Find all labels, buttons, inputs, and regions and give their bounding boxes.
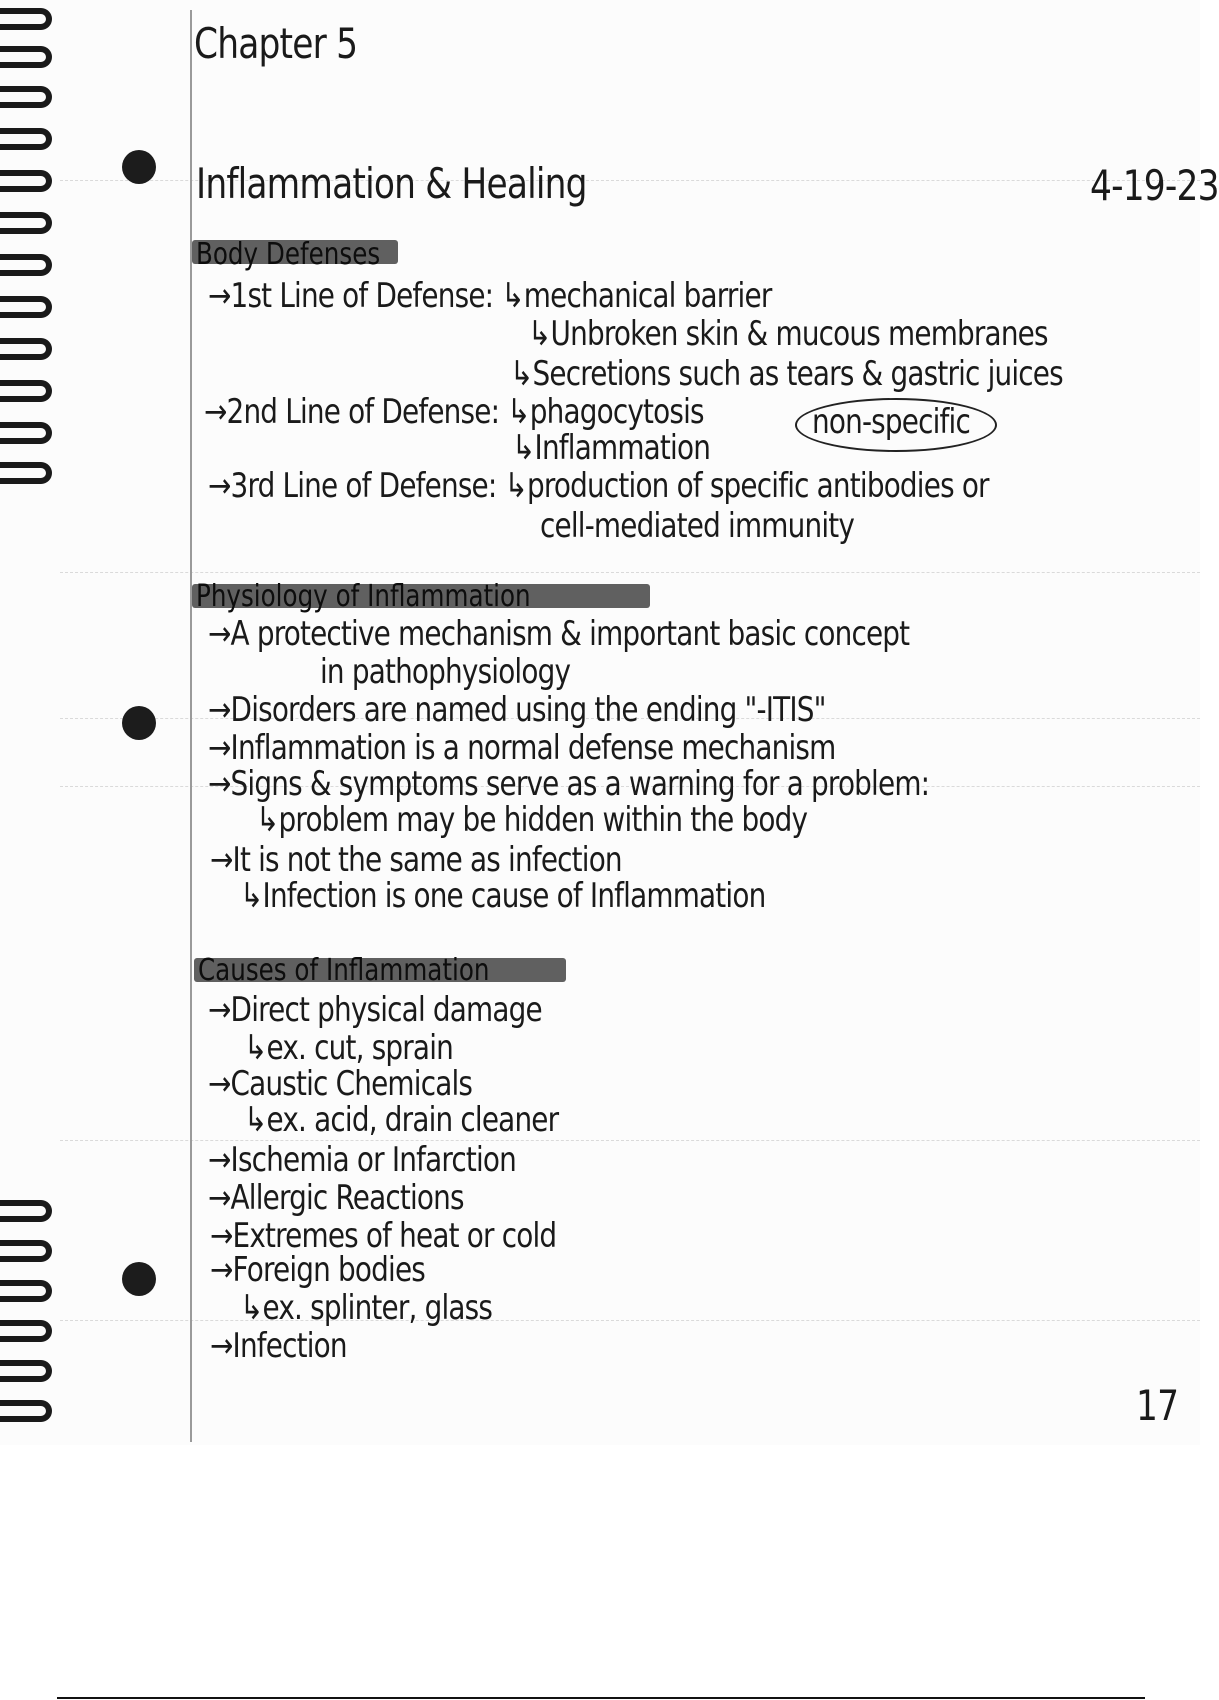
spiral-ring-icon	[0, 1280, 52, 1302]
list-item: →A protective mechanism & important basic concept	[208, 614, 910, 654]
spiral-ring-icon	[0, 380, 52, 402]
page-title: Inflammation & Healing	[196, 159, 587, 208]
spiral-ring-icon	[0, 1360, 52, 1382]
list-item: ↳ex. acid, drain cleaner	[244, 1100, 559, 1140]
list-item: →Infection	[210, 1326, 347, 1366]
margin-line	[190, 10, 192, 1442]
list-item: →3rd Line of Defense: ↳production of specific antibodies or	[208, 466, 989, 506]
spiral-ring-icon	[0, 254, 52, 276]
list-item: →Signs & symptoms serve as a warning for a problem:	[208, 764, 930, 804]
spiral-ring-icon	[0, 8, 52, 30]
spiral-ring-icon	[0, 170, 52, 192]
ruled-line	[60, 1320, 1200, 1321]
binder-hole	[122, 150, 156, 184]
spiral-ring-icon	[0, 462, 52, 484]
list-item: ↳problem may be hidden within the body	[256, 800, 808, 840]
list-item: cell-mediated immunity	[540, 506, 855, 546]
spiral-ring-icon	[0, 1400, 52, 1422]
list-item: ↳ex. cut, sprain	[244, 1028, 453, 1068]
list-item: ↳Unbroken skin & mucous membranes	[528, 314, 1048, 354]
spiral-ring-icon	[0, 212, 52, 234]
spiral-ring-icon	[0, 1320, 52, 1342]
section-heading-causes: Causes of Inflammation	[198, 953, 490, 988]
list-item: →Ischemia or Infarction	[208, 1140, 517, 1180]
list-item: →Allergic Reactions	[208, 1178, 464, 1218]
list-item: →Direct physical damage	[208, 990, 542, 1030]
list-item: →2nd Line of Defense: ↳phagocytosis	[204, 392, 704, 432]
list-item: ↳Secretions such as tears & gastric juices	[510, 354, 1063, 394]
spiral-ring-icon	[0, 296, 52, 318]
spiral-ring-icon	[0, 1200, 52, 1222]
list-item: →Disorders are named using the ending "-ITIS"	[208, 690, 826, 730]
list-item: →It is not the same as infection	[210, 840, 622, 880]
binder-hole	[122, 706, 156, 740]
spiral-ring-icon	[0, 338, 52, 360]
list-item: ↳ex. splinter, glass	[240, 1288, 493, 1328]
note-date: 4-19-23	[1090, 161, 1219, 210]
list-item: ↳Inflammation	[512, 428, 711, 468]
section-heading-physiology: Physiology of Inflammation	[196, 579, 531, 614]
section-heading-body-defenses: Body Defenses	[196, 237, 381, 272]
ruled-line	[60, 572, 1200, 573]
list-item: in pathophysiology	[320, 652, 571, 692]
spiral-ring-icon	[0, 46, 52, 68]
list-item: →Caustic Chemicals	[208, 1064, 473, 1104]
list-item: ↳Infection is one cause of Inflammation	[240, 876, 766, 916]
chapter-label: Chapter 5	[194, 19, 358, 68]
list-item: →1st Line of Defense: ↳mechanical barrier	[208, 276, 772, 316]
spiral-ring-icon	[0, 1240, 52, 1262]
spiral-ring-icon	[0, 128, 52, 150]
page-number: 17	[1136, 1381, 1179, 1430]
spiral-ring-icon	[0, 422, 52, 444]
list-item: →Inflammation is a normal defense mechanism	[208, 728, 836, 768]
footer-rule	[57, 1697, 1145, 1699]
binder-hole	[122, 1262, 156, 1296]
annotation-text: non-specific	[812, 402, 970, 442]
spiral-ring-icon	[0, 86, 52, 108]
list-item: →Foreign bodies	[210, 1250, 426, 1290]
list-item: →Extremes of heat or cold	[210, 1216, 557, 1256]
